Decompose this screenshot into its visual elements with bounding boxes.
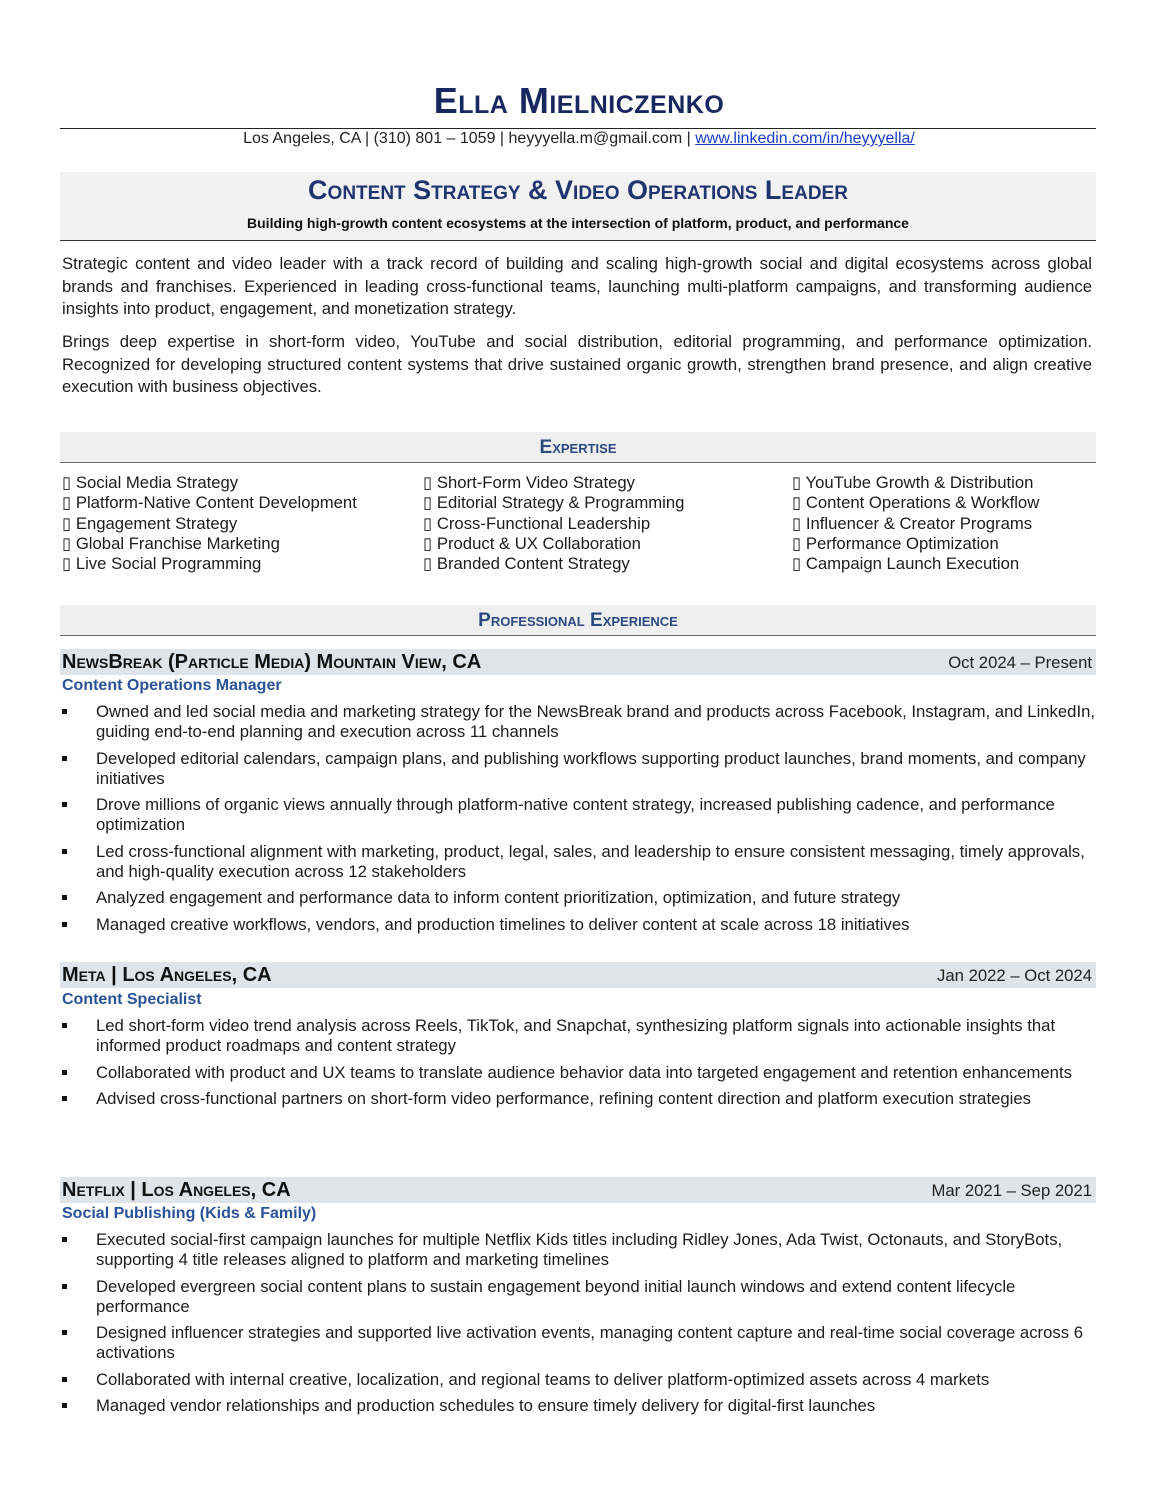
expertise-item: ▯ Campaign Launch Execution	[792, 554, 1020, 574]
summary-paragraph: Strategic content and video leader with a track record of building and scaling high-growth social and digital ecosystems across global brands and franchises. Experienced in leading cross-functional teams, launching multi-platform campaigns, and transforming audience insights into product, engagement, and monetization strategy.	[62, 254, 1092, 318]
bullet-item: Developed editorial calendars, campaign plans, and publishing workflows supporting product launches, brand moments, and company initiatives	[62, 749, 1096, 789]
linkedin-link[interactable]: www.linkedin.com/in/heyyyella/	[695, 130, 915, 147]
expertise-item: ▯ YouTube Growth & Distribution	[792, 473, 1034, 492]
job-title: Social Publishing (Kids & Family)	[62, 1205, 317, 1222]
expertise-item: ▯ Product & UX Collaboration	[423, 533, 641, 553]
bullet-item: Owned and led social media and marketing strategy for the NewsBreak brand and products across Facebook, Instagram, and LinkedIn, guiding end-to-end planning and execution across 11 channels	[62, 702, 1096, 742]
bullet-item: Collaborated with product and UX teams to translate audience behavior data into targeted engagement and retention enhancements	[62, 1063, 1096, 1083]
summary-paragraph: Brings deep expertise in short-form video, YouTube and social distribution, editorial programming, and performance optimization. Recognized for developing structured content systems that drive sustained organic growth, strengthen brand presence, and align creative execution with business objectives.	[62, 332, 1092, 396]
bullet-item: Advised cross-functional partners on short-form video performance, refining content direction and platform execution strategies	[62, 1089, 1096, 1109]
expertise-item: ▯ Performance Optimization	[792, 533, 999, 553]
headline-subtitle: Building high-growth content ecosystems at the intersection of platform, product, and performance	[247, 215, 909, 231]
expertise-column	[62, 473, 357, 574]
bullet-item: Analyzed engagement and performance data to inform content prioritization, optimization, and future strategy	[62, 888, 1096, 908]
job-title: Content Specialist	[62, 991, 202, 1008]
headline-banner	[60, 172, 1096, 241]
expertise-item: ▯ Branded Content Strategy	[423, 554, 630, 574]
expertise-item: ▯ Editorial Strategy & Programming	[423, 493, 685, 513]
job-bullets	[62, 1016, 1096, 1116]
company-name: NewsBreak (Particle Media) Mountain View, CA	[62, 651, 482, 673]
expertise-item: ▯ Engagement Strategy	[62, 513, 238, 533]
job-bullets	[62, 702, 1096, 941]
bullet-item: Led short-form video trend analysis across Reels, TikTok, and Snapchat, synthesizing platform signals into actionable insights that informed product roadmaps and content strategy	[62, 1016, 1096, 1056]
expertise-item: ▯ Global Franchise Marketing	[62, 533, 280, 553]
expertise-item: ▯ Cross-Functional Leadership	[423, 513, 651, 533]
experience-heading: Professional Experience	[60, 605, 1096, 636]
job-bullets	[62, 1230, 1096, 1423]
expertise-item: ▯ Short-Form Video Strategy	[423, 473, 635, 492]
company-name: Netflix | Los Angeles, CA	[62, 1179, 291, 1201]
bullet-item: Collaborated with internal creative, localization, and regional teams to deliver platform-optimized assets across 4 markets	[62, 1370, 1096, 1390]
contact-line	[0, 130, 1158, 148]
contact-text: Los Angeles, CA | (310) 801 – 1059 | heyyyella.m@gmail.com |	[243, 130, 696, 147]
bullet-item: Drove millions of organic views annually through platform-native content strategy, increased publishing cadence, and performance optimization	[62, 795, 1096, 835]
candidate-name: Ella Mielniczenko	[433, 80, 725, 121]
bullet-item: Developed evergreen social content plans to sustain engagement beyond initial launch windows and extend content lifecycle performance	[62, 1277, 1096, 1317]
job-header	[60, 962, 1096, 988]
job-header	[60, 649, 1096, 675]
bullet-item: Managed creative workflows, vendors, and production timelines to deliver content at scale across 18 initiatives	[62, 915, 1096, 935]
name-divider	[60, 128, 1096, 129]
job-dates: Jan 2022 – Oct 2024	[937, 966, 1092, 985]
expertise-item: ▯ Influencer & Creator Programs	[792, 513, 1033, 533]
expertise-item: ▯ Content Operations & Workflow	[792, 493, 1040, 513]
headline-title: Content Strategy & Video Operations Leader	[308, 175, 848, 205]
job-dates: Oct 2024 – Present	[948, 653, 1092, 672]
job-header	[60, 1177, 1096, 1203]
expertise-column	[423, 473, 684, 574]
bullet-item: Designed influencer strategies and supported live activation events, managing content capture and real-time social coverage across 6 activations	[62, 1323, 1096, 1363]
expertise-heading: Expertise	[60, 432, 1096, 463]
expertise-item: ▯ Social Media Strategy	[62, 473, 239, 492]
expertise-item: ▯ Live Social Programming	[62, 554, 262, 574]
expertise-item: ▯ Platform-Native Content Development	[62, 493, 357, 513]
job-dates: Mar 2021 – Sep 2021	[931, 1181, 1092, 1200]
expertise-column	[792, 473, 1039, 574]
company-name: Meta | Los Angeles, CA	[62, 964, 272, 986]
bullet-item: Managed vendor relationships and production schedules to ensure timely delivery for digital-first launches	[62, 1396, 1096, 1416]
bullet-item: Led cross-functional alignment with marketing, product, legal, sales, and leadership to ensure consistent messaging, timely approvals, and high-quality execution across 12 stakeholders	[62, 842, 1096, 882]
job-title: Content Operations Manager	[62, 677, 282, 694]
bullet-item: Executed social-first campaign launches for multiple Netflix Kids titles including Ridley Jones, Ada Twist, Octonauts, and StoryBots, supporting 4 title releases aligned to platform and marketing timelines	[62, 1230, 1096, 1270]
